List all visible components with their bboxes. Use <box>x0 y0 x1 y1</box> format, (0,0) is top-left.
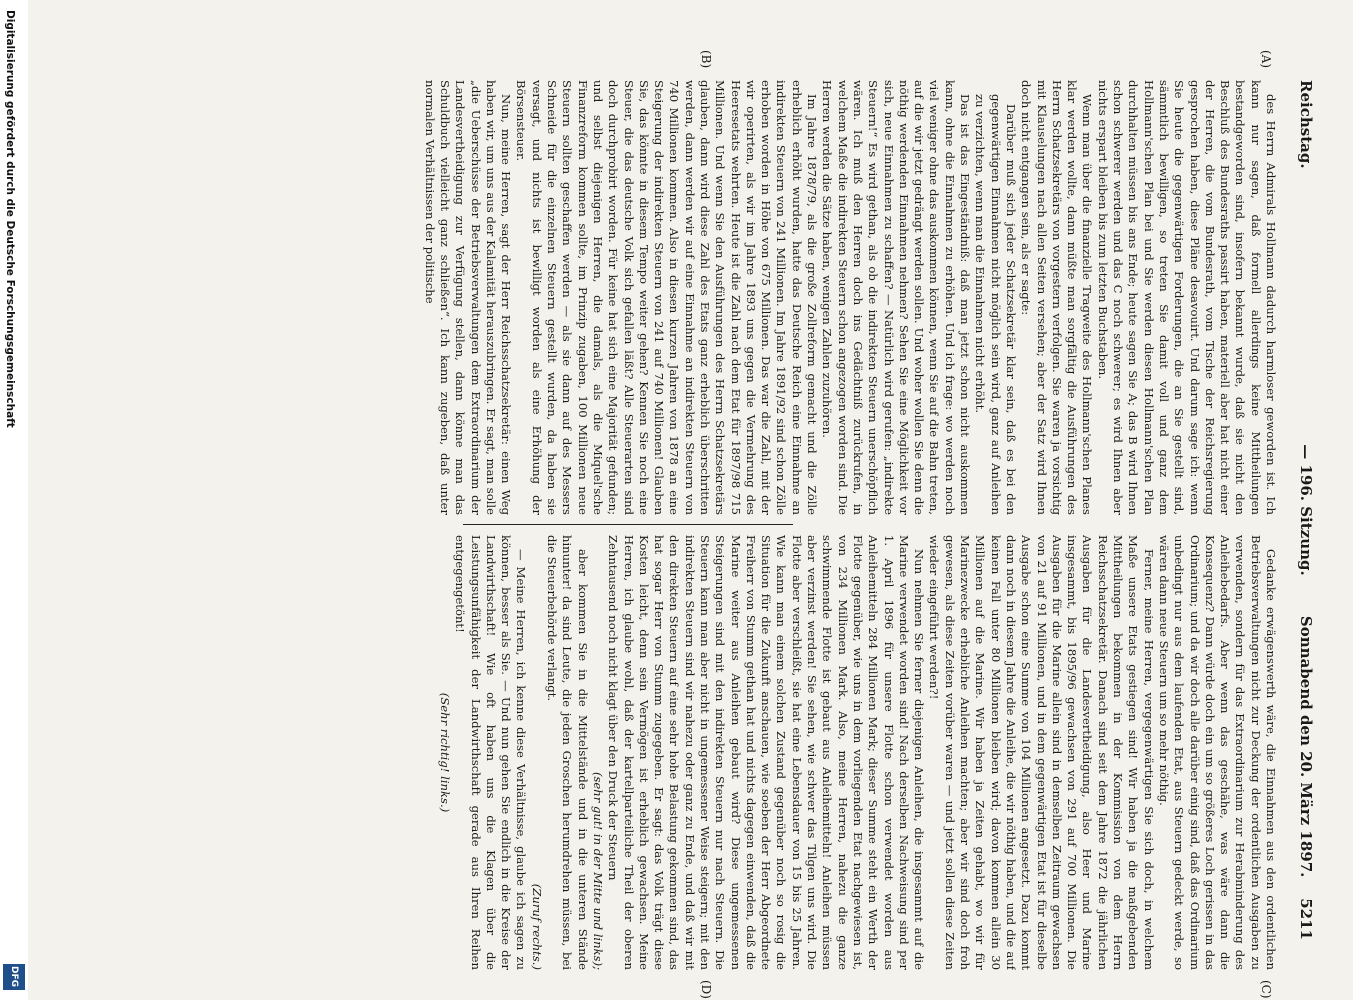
paragraph: Nun, meine Herren, sagt der Herr Reichsschatzsekretär: einen Weg haben wir, um uns aus der Kalamität herauszubringen. Er sagt, man solle „die Ueberschüsse der Betriebsverwaltungen dem Extraordinarium der Landesvertheidigung zur Verfügung stellen, dann könne man das Schuldbuch vielleicht ganz schließen“. Ich kann zugeben, daß unter normalen Verhältnissen der politische <box>422 80 514 515</box>
header-date: Sonnabend den 20. März 1897. <box>1297 615 1315 878</box>
paragraph: Im Jahre 1878/79, als die große Zollreform gemacht und die Zölle erheblich erhöht wurden, hatte das Deutsche Reich eine Einnahme an indirekten Steuern von 241 Millionen. Im Jahre 1891/92 sind schon Zölle erhoben worden in Höhe von 675 Millionen. Das war die Zahl, mit der wir operirten, als wir im Jahre 1893 uns gegen die Vermehrung des Heeresetats wehrten. Heute ist die Zahl nach dem Etat für 1897/98 715 Millionen. Und wenn Sie den Ausführungen des Herrn Schatzsekretärs glauben, dann wird diese Zahl des Etats ganz erheblich überschritten werden, dann werden wir auf eine Einnahme an indirekten Steuern von 740 Millionen kommen. Also in diesen kurzen Jahren von 1878 an eine Steigerung der indirekten Steuern von 241 auf 740 Millionen! Glauben Sie, das könnte in diesem Tempo weiter gehen? Kennen Sie noch eine Steuer, die das deutsche Volk sich gefallen läßt? Alle Steuerarten sind doch durchprobirt worden. Für keine hat sich eine Majorität gefunden; und selbst diejenigen Herren, die damals, als die Miquel'sche Finanzreform kommen sollte, im Prinzip zugaben, 100 Millionen neue Steuern sollten geschaffen werden — als sie dann auf des Messers Schneide für die einzelnen Steuern gestellt wurden, da haben sie versagt, und nichts ist bewilligt worden als eine Erhöhung der Börsensteuer. <box>514 80 820 515</box>
dfg-logo-icon: DFG <box>3 964 25 990</box>
digitization-credit-sidebar <box>0 0 28 1000</box>
paragraph: des Herrn Admirals Hollmann dadurch harmloser geworden ist. Ich kann nur sagen, daß formell allerdings keine Mittheilungen bestandgeworden sind, insofern bekannt wurde, daß sie nicht den Beschluß des Bundesraths passirt haben, materiell aber hat nicht einer der Herren, die vom Bundesrath, vom Tische der Reichsregierung gesprochen haben, diese Pläne desavouirt. Und darum sage ich: wenn Sie heute die gegenwärtigen Forderungen, die an Sie gestellt sind, sämmtlich bewilligen, so treten Sie damit voll und ganz dem Hollmann'schen Plan bei und Sie werden diesen Hollmann'schen Plan durchhalten müssen bis ans Ende; heute sagen Sie A; das B wird Ihnen schon schwerer werden und das C noch schwerer; es wird Ihnen aber nichts erspart bleiben bis zum letzten Buchstaben. <box>1095 80 1278 515</box>
header-title: Reichstag. <box>1297 80 1315 169</box>
margin-marker-c: (C) <box>1259 980 1273 999</box>
paragraph: — Meine Herren, ich kenne diese Verhältnisse, glaube ich sagen zu können, besser als Sie. — Und nun gehen Sie endlich in die Kreise der Landwirthschaft! Wie oft haben uns die Klagen über die Leistungsunfähigkeit der Landwirthschaft gerade aus Ihren Reihen entgegengetönt! <box>453 535 529 970</box>
paragraph: Wenn man über die finanzielle Tragweite des Hollmann'schen Planes klar werden wollte, dann müßte man sorgfältig die Ausführungen des Herrn Schatzsekretärs von vorgestern verfolgen. Sie waren ja vorsichtig mit Klauselungen nach allen Seiten versehen; aber der Satz wird Ihnen doch nicht entgangen sein, als er sagte: <box>1019 80 1095 515</box>
left-text-column <box>53 80 1278 515</box>
header-date-page <box>1297 616 1315 940</box>
rotated-document-page <box>28 0 1353 1000</box>
paragraph: Gedanke erwägenswerth wäre, die Einnahmen aus den ordentlichen Betriebsverwaltungen nicht zur Deckung der ordentlichen Ausgaben zu verwenden, sondern für das Extraordinarium zur Herabminderung des Anleihebedarfs. Aber wenn das geschähe, was wäre dann die Konsequenz? Dann würde doch ein um so größeres Loch gerissen in das Ordinarium; und da wir doch alle darüber einig sind, daß das Ordinarium unbedingt nur aus dem laufenden Etat, aus Steuern gedeckt werde, so wären dann neue Steuern um so mehr nöthig. <box>1156 535 1278 970</box>
paragraph: Nun nehmen Sie ferner diejenigen Anleihen, die insgesammt auf die Marine verwendet worden sind! Nach derselben Nachweisung sind per 1. April 1896 für unsere Flotte schon verwendet worden aus Anleihemitteln 284 Millionen Mark; dieser Summe steht ein Werth der Flotte gegenüber, wie uns in dem vorliegenden Etat nachgewiesen ist, von 234 Millionen Mark. Also, meine Herren, nahezu die ganze schwimmende Flotte ist gebaut aus Anleihemitteln! Anleihen müssen aber verzinst werden! Sie sehen, wie schwer das Tilgen uns wird. Die Flotte aber verschleißt, sie hat eine Lebensdauer von 15 bis 25 Jahren. Wie kann man einem solchen Zustand gegenüber noch so rosig die Situation für die Zukunft anschauen, wie soeben der Herr Abgeordnete Freiherr von Stumm gethan hat und nichts dagegen einwenden, daß die Marine weiter aus Anleihen gebaut wird? Diese ungemessenen Steigerungen sind mit den indirekten Steuern nur nach Steuern. Die Steuern kann man aber nicht in ungemessener Weise steigern; mit den indirekten Steuern sind wir nahezu oder ganz zu Ende, und daß wir mit den direkten Steuern auf eine sehr hohe Belastung gekommen sind, das hat sogar Herr von Stumm zugegeben. Er sagt: das Volk trägt diese Kosten leicht, denn sein Vermögen ist erheblich gewachsen. Meine Herren, ich glaube wohl, daß der kartellparteiliche Theil der oberen Zehntausend noch nicht klagt über den Druck der Steuern <box>606 535 927 970</box>
dfg-credit-text: Digitalisierung gefördert durch die Deutsche Forschungsgemeinschaft <box>4 10 16 428</box>
running-header <box>1289 80 1323 940</box>
paragraph: (Sehr richtig! links.) <box>437 692 452 813</box>
page-number: 5211 <box>1297 898 1315 940</box>
paragraph: aber kommen Sie in die Mittelstände und in die unteren Stände hinunter! da sind Leute, die jeden Groschen herumdrehen müssen, bei die Steuerbehörde verlangt. <box>545 535 590 970</box>
scanned-page <box>28 0 1353 1000</box>
paragraph: Das ist das Eingeständniß: daß man jetzt schon nicht auskommen kann, ohne die Einnahmen zu erhöhen. Und ich frage: wo werden noch viel weniger ohne das auskommen können, wenn Sie auf die Bahn treten, auf die wir jetzt gedrängt werden sollen. Und woher wollen Sie denn die nöthig werdenden Einnahmen nehmen? Sehen Sie eine Möglichkeit vor sich, neue Einnahmen zu schaffen? — Natürlich wird gerufen: „indirekte Steuern!“ Es wird gethan, als ob die indirekten Steuern unerschöpflich wären. Ich muß den Herren doch ins Gedächtniß zurückrufen, in welchem Maße die indirekten Steuern schon angezogen worden sind. Die Herren werden die Sätze haben, wenigen Zahlen zuzuhören. <box>820 80 973 515</box>
right-text-column <box>53 535 1278 970</box>
margin-marker-d: (D) <box>699 980 713 999</box>
column-divider <box>463 524 793 525</box>
paragraph: (sehr gut! in der Mitte und links); <box>590 771 605 970</box>
paragraph: (Zuruf rechts.) <box>529 883 544 970</box>
margin-marker-a: (A) <box>1259 50 1273 69</box>
margin-marker-b: (B) <box>699 50 713 69</box>
paragraph: Darüber muß sich jeder Schatzsekretär klar sein, daß es bei den gegenwärtigen Einnahmen nicht möglich sein wird, ganz auf Anleihen zu verzichten, wenn man die Einnahmen nicht erhöht. <box>973 94 1018 515</box>
header-session: — 196. Sitzung. <box>1297 444 1315 576</box>
paragraph: Ferner, meine Herren, vergegenwärtigen Sie sich doch, in welchem Maße unsere Etats gestiegen sind! Wir haben ja die maßgebenden Mittheilungen bekommen in der Kommission von dem Herrn Reichsschatzsekretär. Danach sind seit dem Jahre 1872 die jährlichen Ausgaben für die Landesvertheidigung, also Heer und Marine insgesammt, bis 1895/96 gewachsen von 291 auf 700 Millionen. Die Ausgaben für die Marine allein sind in demselben Zeitraum gewachsen von 21 auf 91 Millionen, und in dem gegenwärtigen Etat ist für dieselbe Ausgabe schon eine Summe von 104 Millionen angesetzt. Dazu kommt dann noch in diesem Jahre die Anleihe, die wir nöthig haben, und die auf keinen Fall unter 80 Millionen bleiben wird; davon kommen allein 30 Millionen auf die Marine. Wir haben ja Zeiten gehabt, wo wir für Marinezwecke erhebliche Anleihen machten; aber wir sind doch froh gewesen, als diese Zeiten vorüber waren — und jetzt sollen diese Zeiten wieder eingeführt werden?! <box>927 535 1156 970</box>
